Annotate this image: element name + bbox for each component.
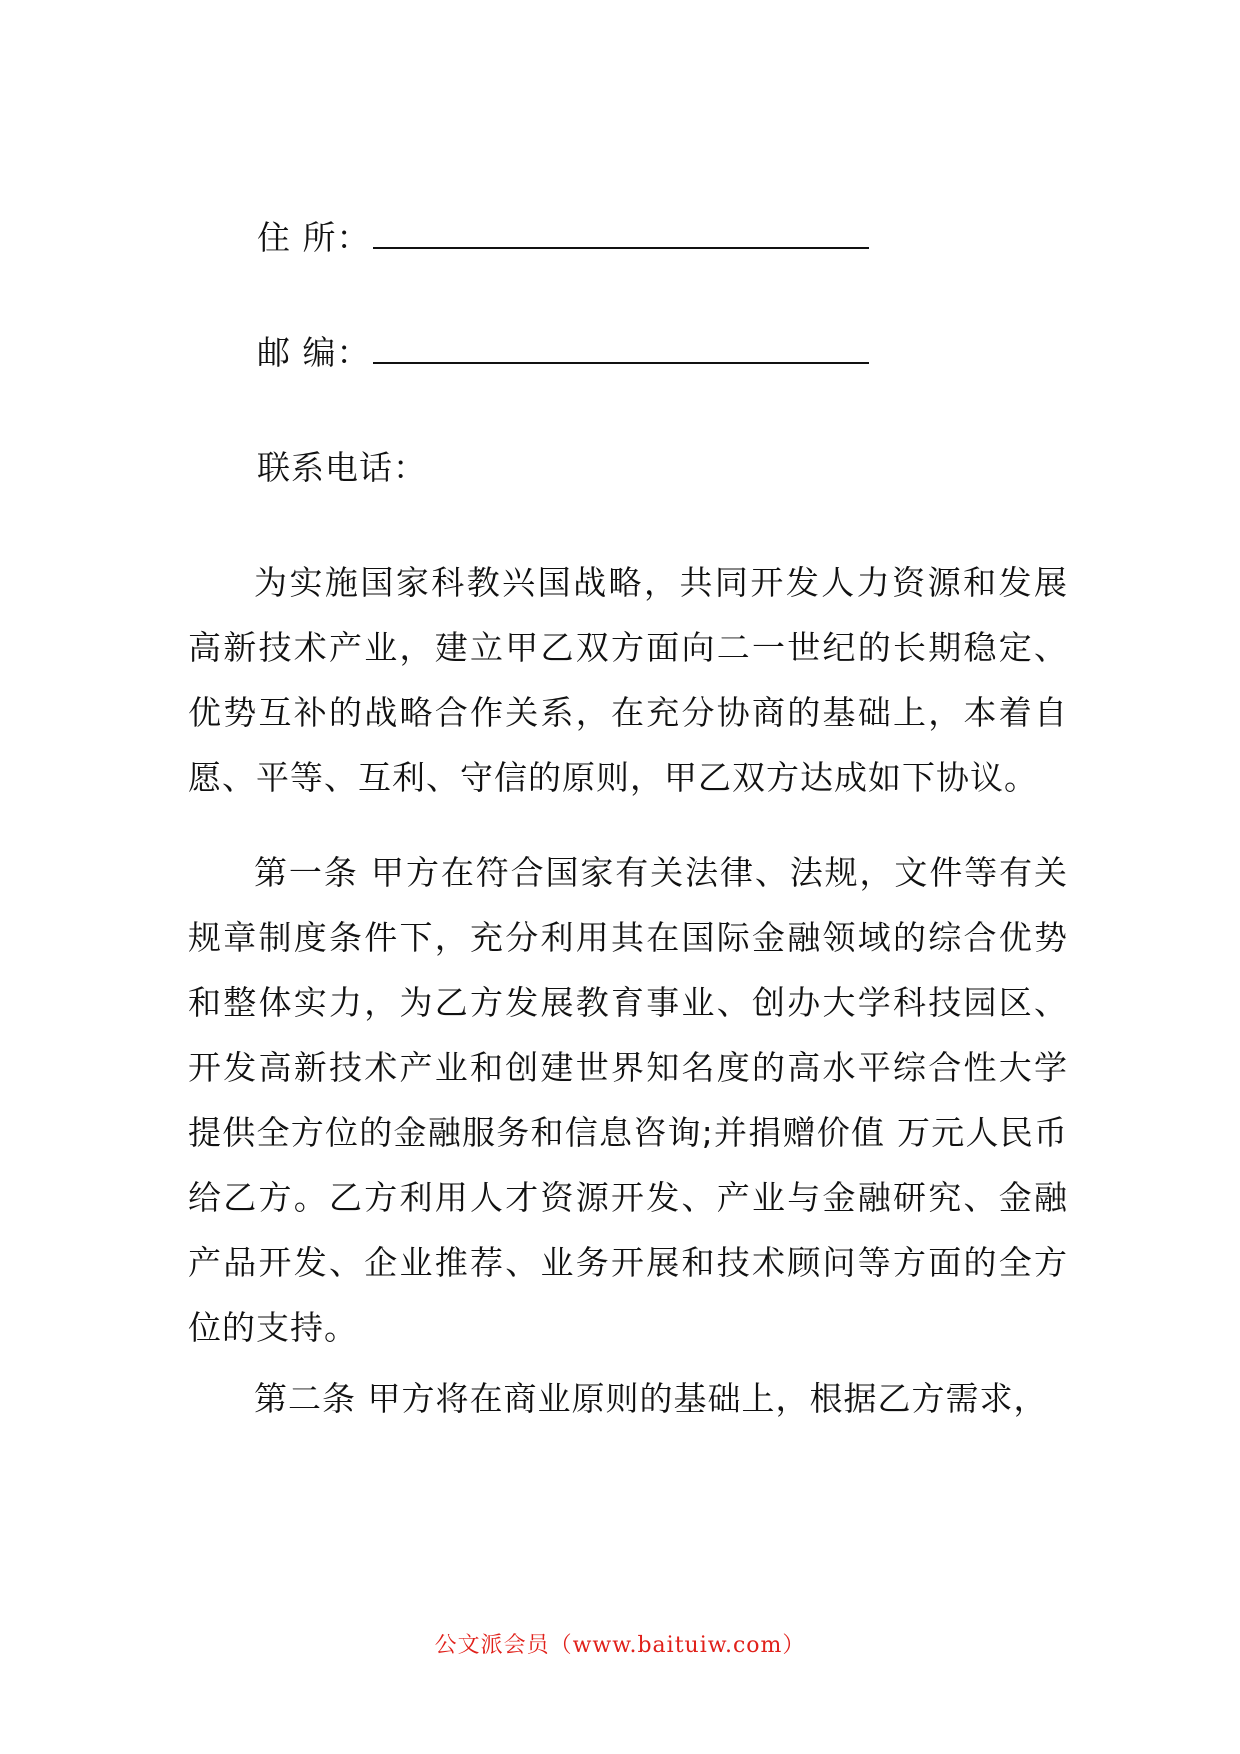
address-blank-line bbox=[373, 217, 869, 249]
postcode-field bbox=[257, 332, 869, 373]
address-field bbox=[257, 217, 869, 258]
article-2-paragraph: 第二条 甲方将在商业原则的基础上，根据乙方需求， bbox=[254, 1379, 1048, 1418]
phone-field bbox=[257, 448, 427, 488]
postcode-label: 邮 编： bbox=[257, 333, 371, 372]
footer-watermark: 公文派会员（www.baituiw.com） bbox=[434, 1633, 806, 1658]
article-1-paragraph: 第一条 甲方在符合国家有关法律、法规，文件等有关规章制度条件下，充分利用其在国际金融领域的综合优势和整体实力，为乙方发展教育事业、创办大学科技园区、开发高新技术产业和创建世界知名度的高水平综合性大学提供全方位的金融服务和信息咨询;并捐赠价值 万元人民币给乙方。乙方利用人才资源开发、产业与金融研究、金融产品开发、企业推荐、业务开展和技术顾问等方面的全方位的支持。 bbox=[188, 853, 1068, 1347]
address-label: 住 所： bbox=[257, 218, 371, 257]
intro-paragraph: 为实施国家科教兴国战略，共同开发人力资源和发展高新技术产业，建立甲乙双方面向二一世纪的长期稳定、优势互补的战略合作关系，在充分协商的基础上，本着自愿、平等、互利、守信的原则，甲乙双方达成如下协议。 bbox=[188, 563, 1068, 797]
postcode-blank-line bbox=[373, 332, 869, 364]
phone-label: 联系电话： bbox=[257, 448, 427, 487]
